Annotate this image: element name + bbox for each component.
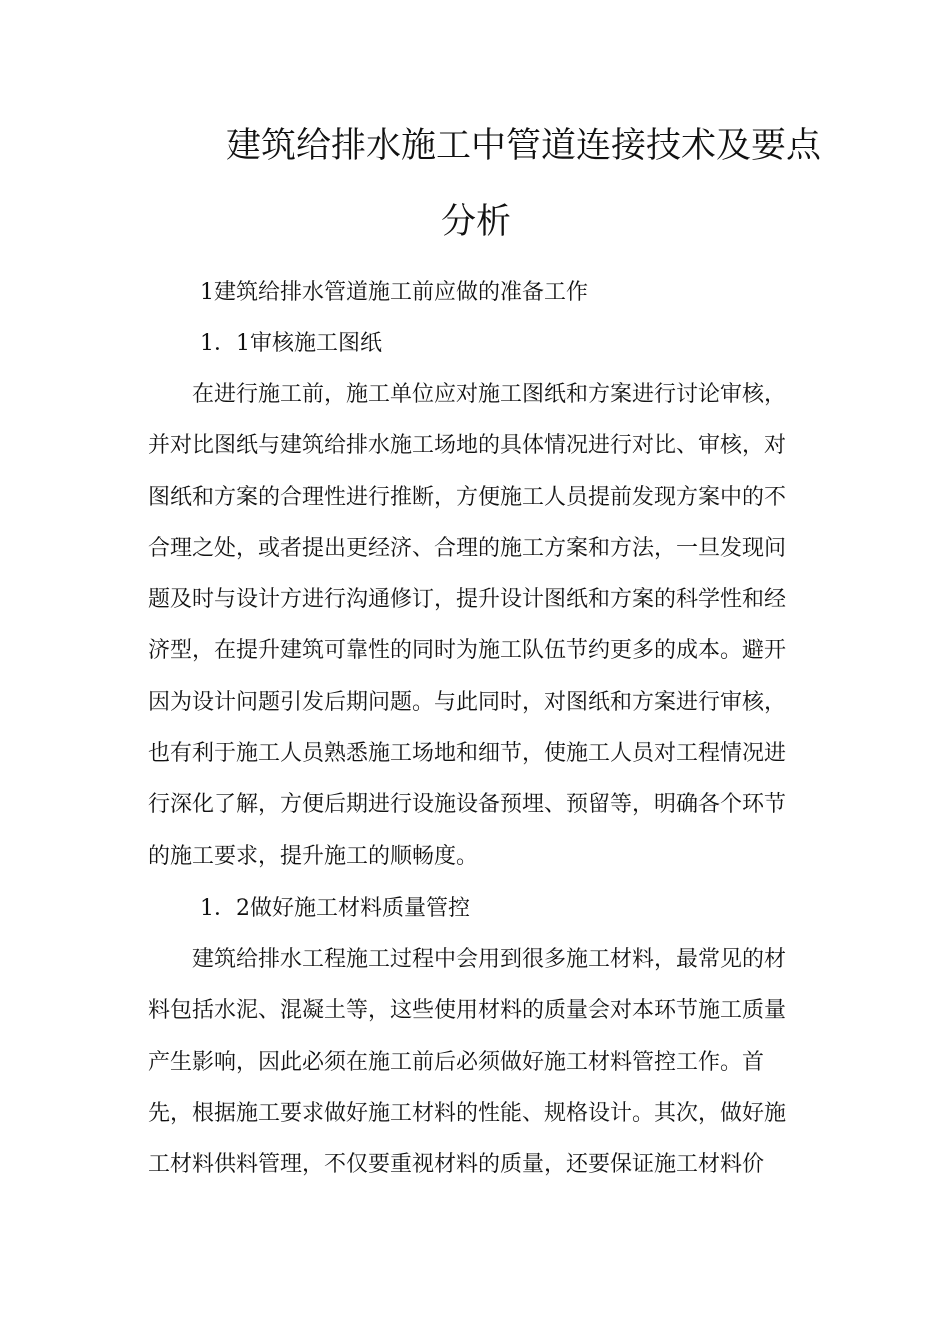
paragraph-line: 的施工要求，提升施工的顺畅度。 [148, 843, 479, 869]
paragraph-line: 题及时与设计方进行沟通修订，提升设计图纸和方案的科学性和经 [148, 587, 787, 613]
paragraph-line: 并对比图纸与建筑给排水施工场地的具体情况进行对比、审核，对 [148, 433, 787, 459]
paragraph-line: 在进行施工前，施工单位应对施工图纸和方案进行讨论审核， [192, 382, 787, 407]
subsection-heading-1-1: 1．1审核施工图纸 [200, 331, 382, 356]
paragraph-line: 也有利于施工人员熟悉施工场地和细节，使施工人员对工程情况进 [148, 741, 787, 767]
paragraph-line: 建筑给排水工程施工过程中会用到很多施工材料，最常见的材 [192, 947, 787, 972]
paragraph-line: 先，根据施工要求做好施工材料的性能、规格设计。其次，做好施 [148, 1100, 787, 1126]
subsection-heading-1-2: 1．2做好施工材料质量管控 [200, 896, 470, 921]
document-title-line-2: 分析 [441, 202, 512, 242]
paragraph-line: 行深化了解，方便后期进行设施设备预埋、预留等，明确各个环节 [148, 792, 787, 818]
paragraph-1-1 [148, 369, 798, 882]
document-title-line-1: 建筑给排水施工中管道连接技术及要点 [226, 126, 822, 166]
paragraph-line: 因为设计问题引发后期问题。与此同时，对图纸和方案进行审核， [148, 689, 787, 715]
paragraph-line: 工材料供料管理，不仅要重视材料的质量，还要保证施工材料价 [148, 1152, 765, 1178]
paragraph-1-2 [148, 934, 798, 1190]
paragraph-line: 图纸和方案的合理性进行推断，方便施工人员提前发现方案中的不 [148, 484, 787, 510]
paragraph-line: 产生影响，因此必须在施工前后必须做好施工材料管控工作。首 [148, 1049, 765, 1075]
paragraph-line: 料包括水泥、混凝土等，这些使用材料的质量会对本环节施工质量 [148, 998, 787, 1024]
paragraph-line: 合理之处，或者提出更经济、合理的施工方案和方法，一旦发现问 [148, 535, 787, 561]
paragraph-line: 济型，在提升建筑可靠性的同时为施工队伍节约更多的成本。避开 [148, 638, 787, 664]
section-heading-1: 1建筑给排水管道施工前应做的准备工作 [200, 280, 588, 305]
